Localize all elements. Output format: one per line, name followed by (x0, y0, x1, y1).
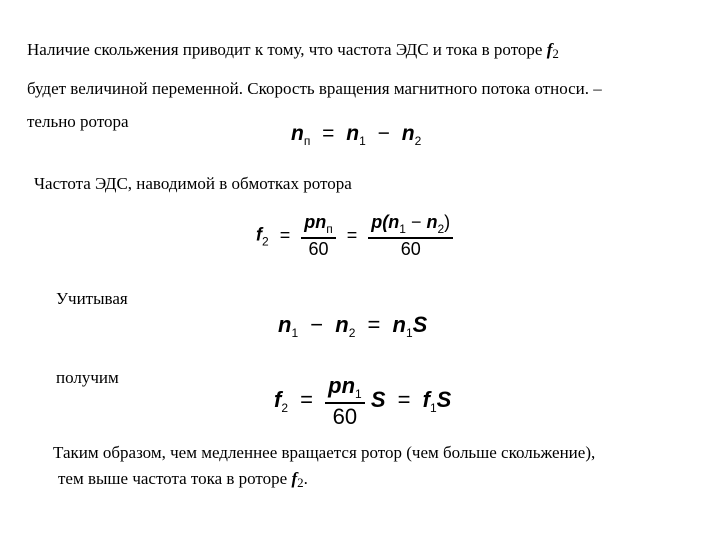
paragraph-line-6: получим (56, 368, 119, 387)
fraction-1: $\frac{pn_п}{60}$ (301, 212, 336, 259)
formula-rotor-frequency: $f_2$ = $\frac{pn_п}{60}$ = $\frac{p(n_1 - n_2)}{60}$ (256, 212, 453, 259)
formula-slip-relation: $n_1 - n_2 = n_1S$ (278, 312, 428, 340)
paragraph-line-4: Частота ЭДС, наводимой в обмотках ротора (34, 174, 352, 193)
formula-result: $f_2$ = $\frac{pn_1}{60}$ $S = f_1S$ (274, 373, 452, 429)
paragraph-line-7: Таким образом, чем медленнее вращается ротор (чем больше скольжение), (53, 443, 596, 462)
fraction-2: $\frac{p(n_1 - n_2)}{60}$ (368, 212, 453, 259)
paragraph-line-8: тем выше частота тока в роторе $f_2$. (58, 469, 308, 490)
paragraph-line-1: Наличие скольжения приводит к тому, что частота ЭДС и тока в роторе $f_2$ (27, 40, 559, 61)
paragraph-line-2: будет величиной переменной. Скорость вращения магнитного потока относи. – (27, 79, 602, 98)
formula-rotor-relative-speed: $n_п = n_1 - n_2$ (291, 122, 422, 148)
paragraph-line-3: тельно ротора (27, 112, 129, 131)
fraction-3: $\frac{pn_1}{60}$ (325, 373, 365, 429)
paragraph-line-5: Учитывая (56, 289, 128, 308)
